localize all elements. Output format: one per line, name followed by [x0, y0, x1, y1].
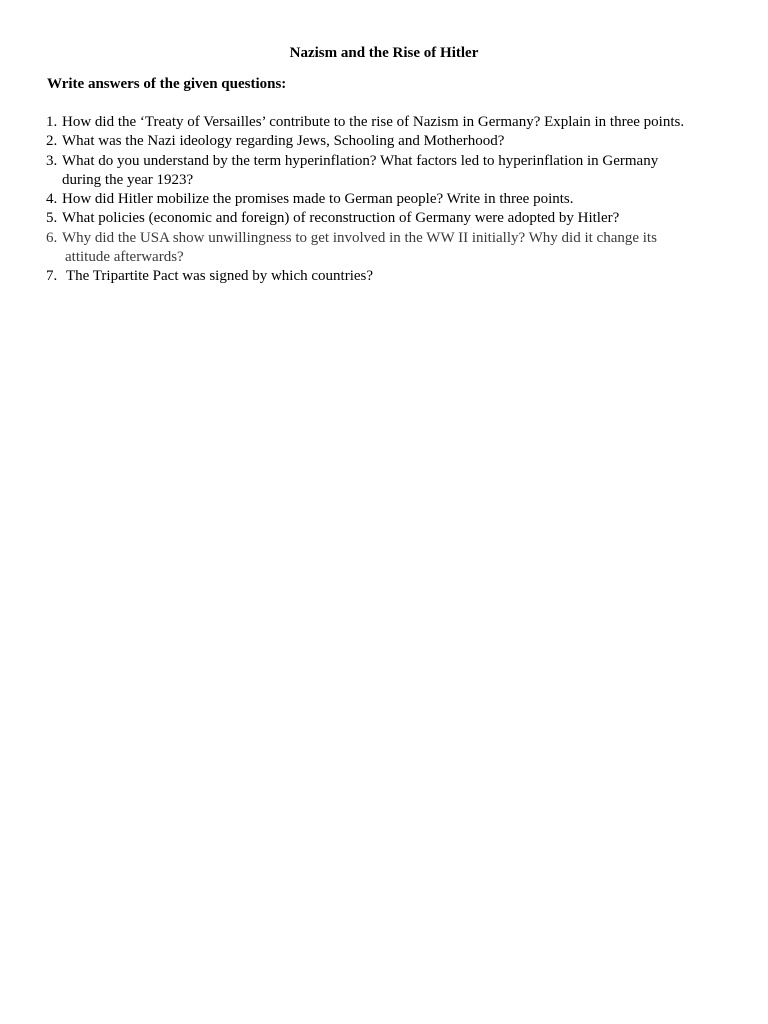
question-number: 5.: [46, 210, 58, 227]
question-item-2: [46, 132, 746, 151]
question-item-6: [46, 229, 746, 268]
question-text: How did the ‘Treaty of Versailles’ contribute to the rise of Nazism in Germany? Explain in three points.: [62, 114, 685, 130]
question-item-3: [46, 152, 746, 191]
question-list: [46, 113, 746, 287]
question-number: 3.: [46, 152, 58, 169]
question-text: What policies (economic and foreign) of reconstruction of Germany were adopted by Hitler?: [62, 210, 620, 227]
question-item-5: [46, 209, 746, 228]
question-number: 1.: [46, 114, 58, 130]
question-text: The Tripartite Pact was signed by which countries?: [66, 268, 374, 285]
question-text: Why did the USA show unwillingness to get involved in the WW II initially? Why did it change its: [62, 229, 657, 246]
question-item-1: [46, 113, 746, 132]
question-number: 7.: [46, 268, 58, 285]
question-text-continuation: attitude afterwards?: [65, 249, 184, 266]
page-title: Nazism and the Rise of Hitler: [289, 45, 479, 61]
question-number: 6.: [46, 229, 58, 246]
question-number: 2.: [46, 133, 58, 150]
question-text: How did Hitler mobilize the promises made to German people? Write in three points.: [62, 191, 574, 208]
instruction-heading: Write answers of the given questions:: [47, 76, 287, 92]
question-item-7: [46, 267, 746, 286]
question-item-4: [46, 190, 746, 209]
question-number: 4.: [46, 191, 58, 208]
question-text-continuation: during the year 1923?: [62, 171, 194, 188]
question-text: What was the Nazi ideology regarding Jews, Schooling and Motherhood?: [62, 133, 505, 150]
question-text: What do you understand by the term hyperinflation? What factors led to hyperinflation in Germany: [62, 152, 659, 169]
